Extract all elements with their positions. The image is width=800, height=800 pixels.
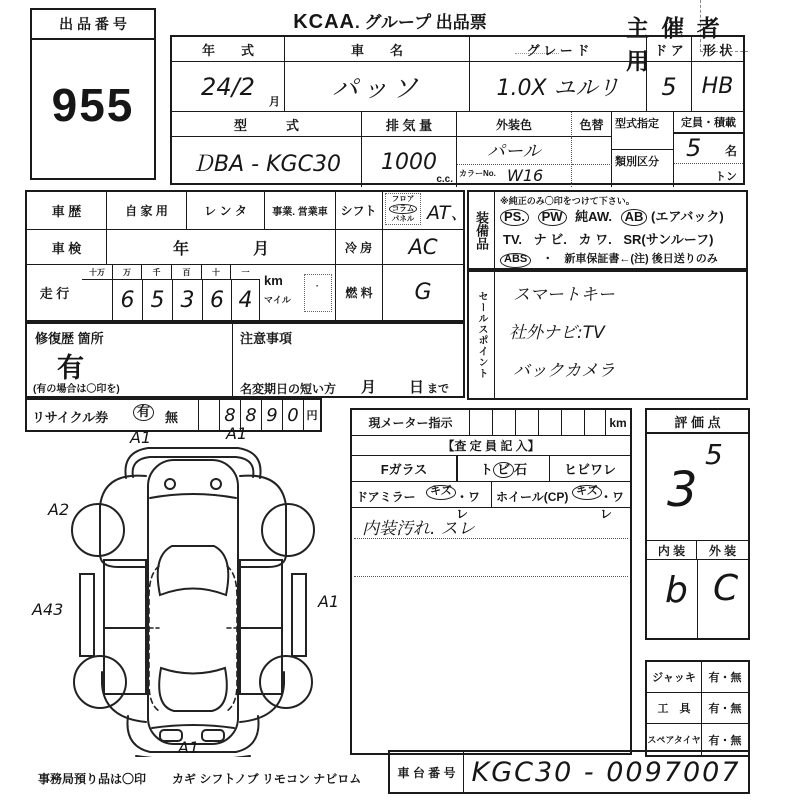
diagram-annotation-rear: A1 [178,738,200,757]
mile-label: マイル [264,295,291,305]
name-change-day: 日 [409,379,425,396]
assessor-note: 内装汚れ. スレ [362,519,475,539]
sales-point-3: バックカメラ [513,361,615,381]
recycle-label: リサイクル券 [32,410,109,425]
km-check-box: · [304,274,332,312]
ton-label: トン [715,171,737,183]
chassis-number-box [388,750,750,794]
rating-score-sup: 5 [705,438,723,471]
chassis-value: KGC30 - 0097007 [471,756,741,788]
capacity-value: 5 [686,134,702,162]
shift-column-circled: コラム [389,204,417,214]
meter-digit-box [470,410,493,436]
displacement-value: 1000 [381,149,437,175]
inspection-label: 車 検 [51,240,82,256]
jack-value: 有・無 [708,672,742,684]
name-change-label: 名変期日の短い方 [240,382,337,396]
color-change-label: 色替 [579,117,604,132]
meter-digit-box [562,410,585,436]
exterior-value: C [713,568,739,609]
displacement-label: 排 気 量 [385,117,433,133]
mileage-label: 走 行 [39,286,70,301]
car-diagram [30,424,345,757]
mirror-kizu-circled: キズ [426,485,456,500]
year-value: 24/2 [201,72,255,101]
class-cell: 類別区分 [612,150,674,187]
accessories-box [645,660,750,757]
recycle-yes-circled: 有 [133,404,154,421]
exterior-label: 外 装 [708,543,737,558]
month-suffix: 月 [269,96,280,108]
interior-label: 内 装 [657,543,686,558]
cc-unit: c.c. [436,174,453,185]
door-label: ド ア [654,42,684,58]
title-text: . グループ 出品票 [354,13,487,32]
meter-digit-box [585,410,606,436]
note-line [354,538,628,539]
jack-label: ジャッキ [652,672,696,684]
sales-point-2: 社外ナビ:TV [509,323,605,343]
spare-tire-label: スペアタイヤ [647,735,701,745]
year-label: 年 式 [201,42,254,58]
sheet-title [240,8,540,34]
front-glass-label: Fガラス [380,462,428,477]
caution-label: 注意事項 [240,331,293,346]
repair-label: 修復歴 箇所 [35,331,104,346]
assessor-box [350,408,632,755]
km-mile-cell [260,265,304,320]
cooling-value: AC [408,235,438,259]
mileage-grid: 十万 万 千 百 十 一 6 5 3 6 4 [82,265,260,320]
model-value: ＤBA - KGC30 [192,151,341,177]
shift-panel: パネル [391,214,415,224]
sales-points-box [467,270,748,400]
sales-point-1: スマートキー [513,285,615,305]
deposit-items: カギ シフトノブ リモコン ナビロム [172,772,362,786]
corner-label: 主 催 者 用 [626,15,723,74]
repair-value: 有 [57,353,84,383]
color-no-value: W16 [507,166,544,185]
equipment-box [467,190,748,270]
km-label: km [264,273,283,288]
model-label: 型 式 [233,117,299,133]
chassis-label: 車 台 番 号 [397,765,456,780]
name-label: 車 名 [350,42,403,58]
diagram-annotation-left-fender: A2 [48,500,70,519]
shift-floor: フロア [391,194,415,203]
equipment-line-1: PS. PW 純AW. AB (エアバック) [500,206,744,228]
sales-points-label: セールスポイント [476,291,487,379]
recycle-row: リサイクル券 有 無 8 8 9 0 円 [25,398,322,432]
shape-label: 形 状 [702,42,733,58]
exterior-color-value: パール [487,141,541,162]
yen-label: 円 [306,410,318,422]
color-change-cell [572,137,612,187]
equipment-line-3: ABS ・ 新車保証書←(注) 後日送りのみ [500,250,744,270]
stone-chip-item: ト ビ 石 [479,461,528,477]
diagram-annotation-front-left: A1 [130,428,152,447]
tools-value: 有・無 [708,703,742,715]
assessor-section-title: 【査 定 員 記 入】 [442,439,540,453]
exterior-color-label: 外装色 [495,117,532,132]
shift-cell [383,192,470,230]
lot-number-value: 955 [51,79,135,131]
capacity-label: 定員・積載 [681,117,736,129]
capacity-unit: 名 [724,144,737,158]
shift-value: AT、 [427,202,470,224]
inspection-value: 年 月 [172,240,269,258]
history-rental: レ ン タ [204,204,247,218]
diagram-annotation-front-right: A1 [226,424,248,443]
crack-item: ヒビワレ [563,462,616,477]
history-private: 自 家 用 [125,204,168,218]
diagram-annotation-right-side: A1 [318,592,340,611]
deposit-note: 事務局預り品は〇印 [38,772,147,786]
recycle-no: 無 [165,410,179,425]
brand-logo: KCAA [293,11,355,33]
repair-caution-box [25,322,465,398]
history-label: 車 歴 [51,204,82,219]
capacity-cell [674,134,743,187]
type-designation-cell: 型式指定 [612,112,674,150]
name-change-month: 月 [361,379,377,396]
note-line [354,576,628,577]
vehicle-table [170,35,745,185]
equipment-note: ※純正のみ〇印をつけて下さい。 [500,196,635,206]
door-value: 5 [661,72,677,101]
cooling-label: 冷 房 [344,240,373,255]
history-commercial: 事業. 営業車 [272,207,328,218]
history-table [25,190,470,322]
fuel-value: G [414,280,432,305]
lot-number-box [30,8,156,180]
name-value: パッソ [331,74,422,104]
car-diagram-svg [30,432,345,757]
repair-note: (有の場合は〇印を) [33,384,120,395]
exterior-color-cell [457,137,572,187]
tools-label: 工 具 [657,703,691,715]
wheel-item: ホイール(CP) キズ ・ワレ [492,482,630,508]
grade-value: 1.0X ユルリ [496,76,620,101]
interior-value: b [665,570,688,611]
color-no-label: カラーNo. [459,169,496,178]
meter-label: 現メーター指示 [368,416,453,430]
equipment-label: 装備品 [474,210,489,250]
fuel-label: 燃 料 [345,286,373,300]
name-change-made: まで [427,383,449,395]
rating-score: 3 [667,462,698,518]
grade-label: グ レ ー ド [526,42,590,58]
meter-unit: km [609,415,627,430]
rating-title: 評 価 点 [674,414,721,430]
lot-number-label: 出 品 番 号 [59,16,127,32]
door-mirror-item: ドアミラー キズ ・ワレ [352,482,492,508]
rating-box [645,408,750,640]
wheel-kizu-circled: キズ [572,485,602,500]
diagram-annotation-left-door: A43 [32,600,64,619]
equipment-line-2: TV. ナ ビ. カ ワ. SR(サンルーフ) [503,232,714,247]
shape-value: HB [701,74,734,99]
meter-digit-box [493,410,516,436]
meter-digit-box [516,410,539,436]
shift-label: シフト [340,204,377,218]
meter-digit-box [539,410,562,436]
spare-tire-value: 有・無 [708,734,742,747]
